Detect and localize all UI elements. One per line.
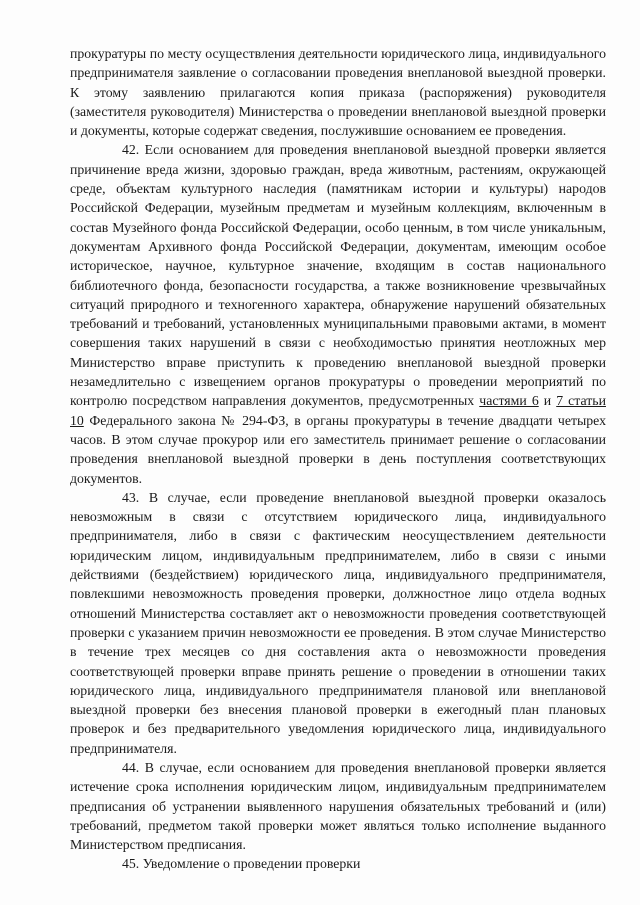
paragraph-45-heading [70, 854, 606, 873]
paragraph-text: и [538, 393, 557, 409]
paragraph-text: Федерального закона № 294-ФЗ, в органы прокуратуры в течение двадцати четырех часов. В этом случае прокурор или его заместитель принимает решение о согласовании проведения внеплановой выездной проверки в день поступления соответствующих документов. [70, 412, 606, 486]
paragraph-text: 45. Уведомление о проведении проверки [122, 856, 361, 872]
link-parts-6[interactable]: частями 6 [479, 393, 539, 409]
paragraph-text: 43. В случае, если проведение внеплановой выездной проверки оказалось невозможным в связи с отсутствием юридического лица, индивидуального предпринимателя, либо в связи с фактическим неосуществлением деятельности юридическим лицом, индивидуальным предпринимателем, либо в связи с иными действиями (бездействием) юридического лица, индивидуального предпринимателя, повлекшими невозможность проведения проверки, должностное лицо отдела водных отношений Министерства составляет акт о невозможности проведения соответствующей проверки с указанием причин невозможности ее проведения. В этом случае Министерство в течение трех месяцев со дня составления акта о невозможности проведения соответствующей проверки вправе принять решение о проведении в отношении таких юридического лица, индивидуального предпринимателя плановой или внеплановой выездной проверки без внесения плановой проверки в ежегодный план плановых проверок и без предварительного уведомления юридического лица, индивидуального предпринимателя. [70, 489, 606, 756]
document-body [70, 44, 606, 874]
paragraph-42 [70, 140, 606, 487]
paragraph-text: прокуратуры по месту осуществления деятельности юридического лица, индивидуального предпринимателя заявление о согласовании проведения внеплановой выездной проверки. К этому заявлению прилагаются копия приказа (распоряжения) руководителя (заместителя руководителя) Министерства о проведении внеплановой выездной проверки и документы, которые содержат сведения, послужившие основанием ее проведения. [70, 46, 606, 139]
paragraph-continuation [70, 44, 606, 140]
paragraph-text: 44. В случае, если основанием для проведения внеплановой проверки является истечение срока исполнения юридическим лицом, индивидуальным предпринимателем предписания об устранении выявленного нарушения обязательных требований и (или) требований, предметом такой проверки может являться только исполнение выданного Министерством предписания. [70, 759, 606, 853]
paragraph-text: 42. Если основанием для проведения внеплановой выездной проверки является причинение вреда жизни, здоровью граждан, вреда животным, растениям, окружающей среде, объектам культурного наследия (памятникам истории и культуры) народов Российской Федерации, музейным предметам и музейным коллекциям, включенным в состав Музейного фонда Российской Федерации, особо ценным, в том числе уникальным, документам Архивного фонда Российской Федерации, документам, имеющим особое историческое, научное, культурное значение, входящим в состав национального библиотечного фонда, безопасности государства, а также возникновение чрезвычайных ситуаций природного и техногенного характера, обнаружение нарушений обязательных требований и требований, установленных муниципальными правовыми актами, в момент совершения таких нарушений в связи с необходимостью принятия неотложных мер Министерство вправе приступить к проведению внеплановой выездной проверки незамедлительно с извещением органов прокуратуры о проведении мероприятий по контролю посредством направления документов, предусмотренных [70, 142, 606, 409]
paragraph-44 [70, 758, 606, 854]
link-article-10[interactable]: 7 статьи 10 [70, 393, 606, 428]
paragraph-43 [70, 488, 606, 758]
